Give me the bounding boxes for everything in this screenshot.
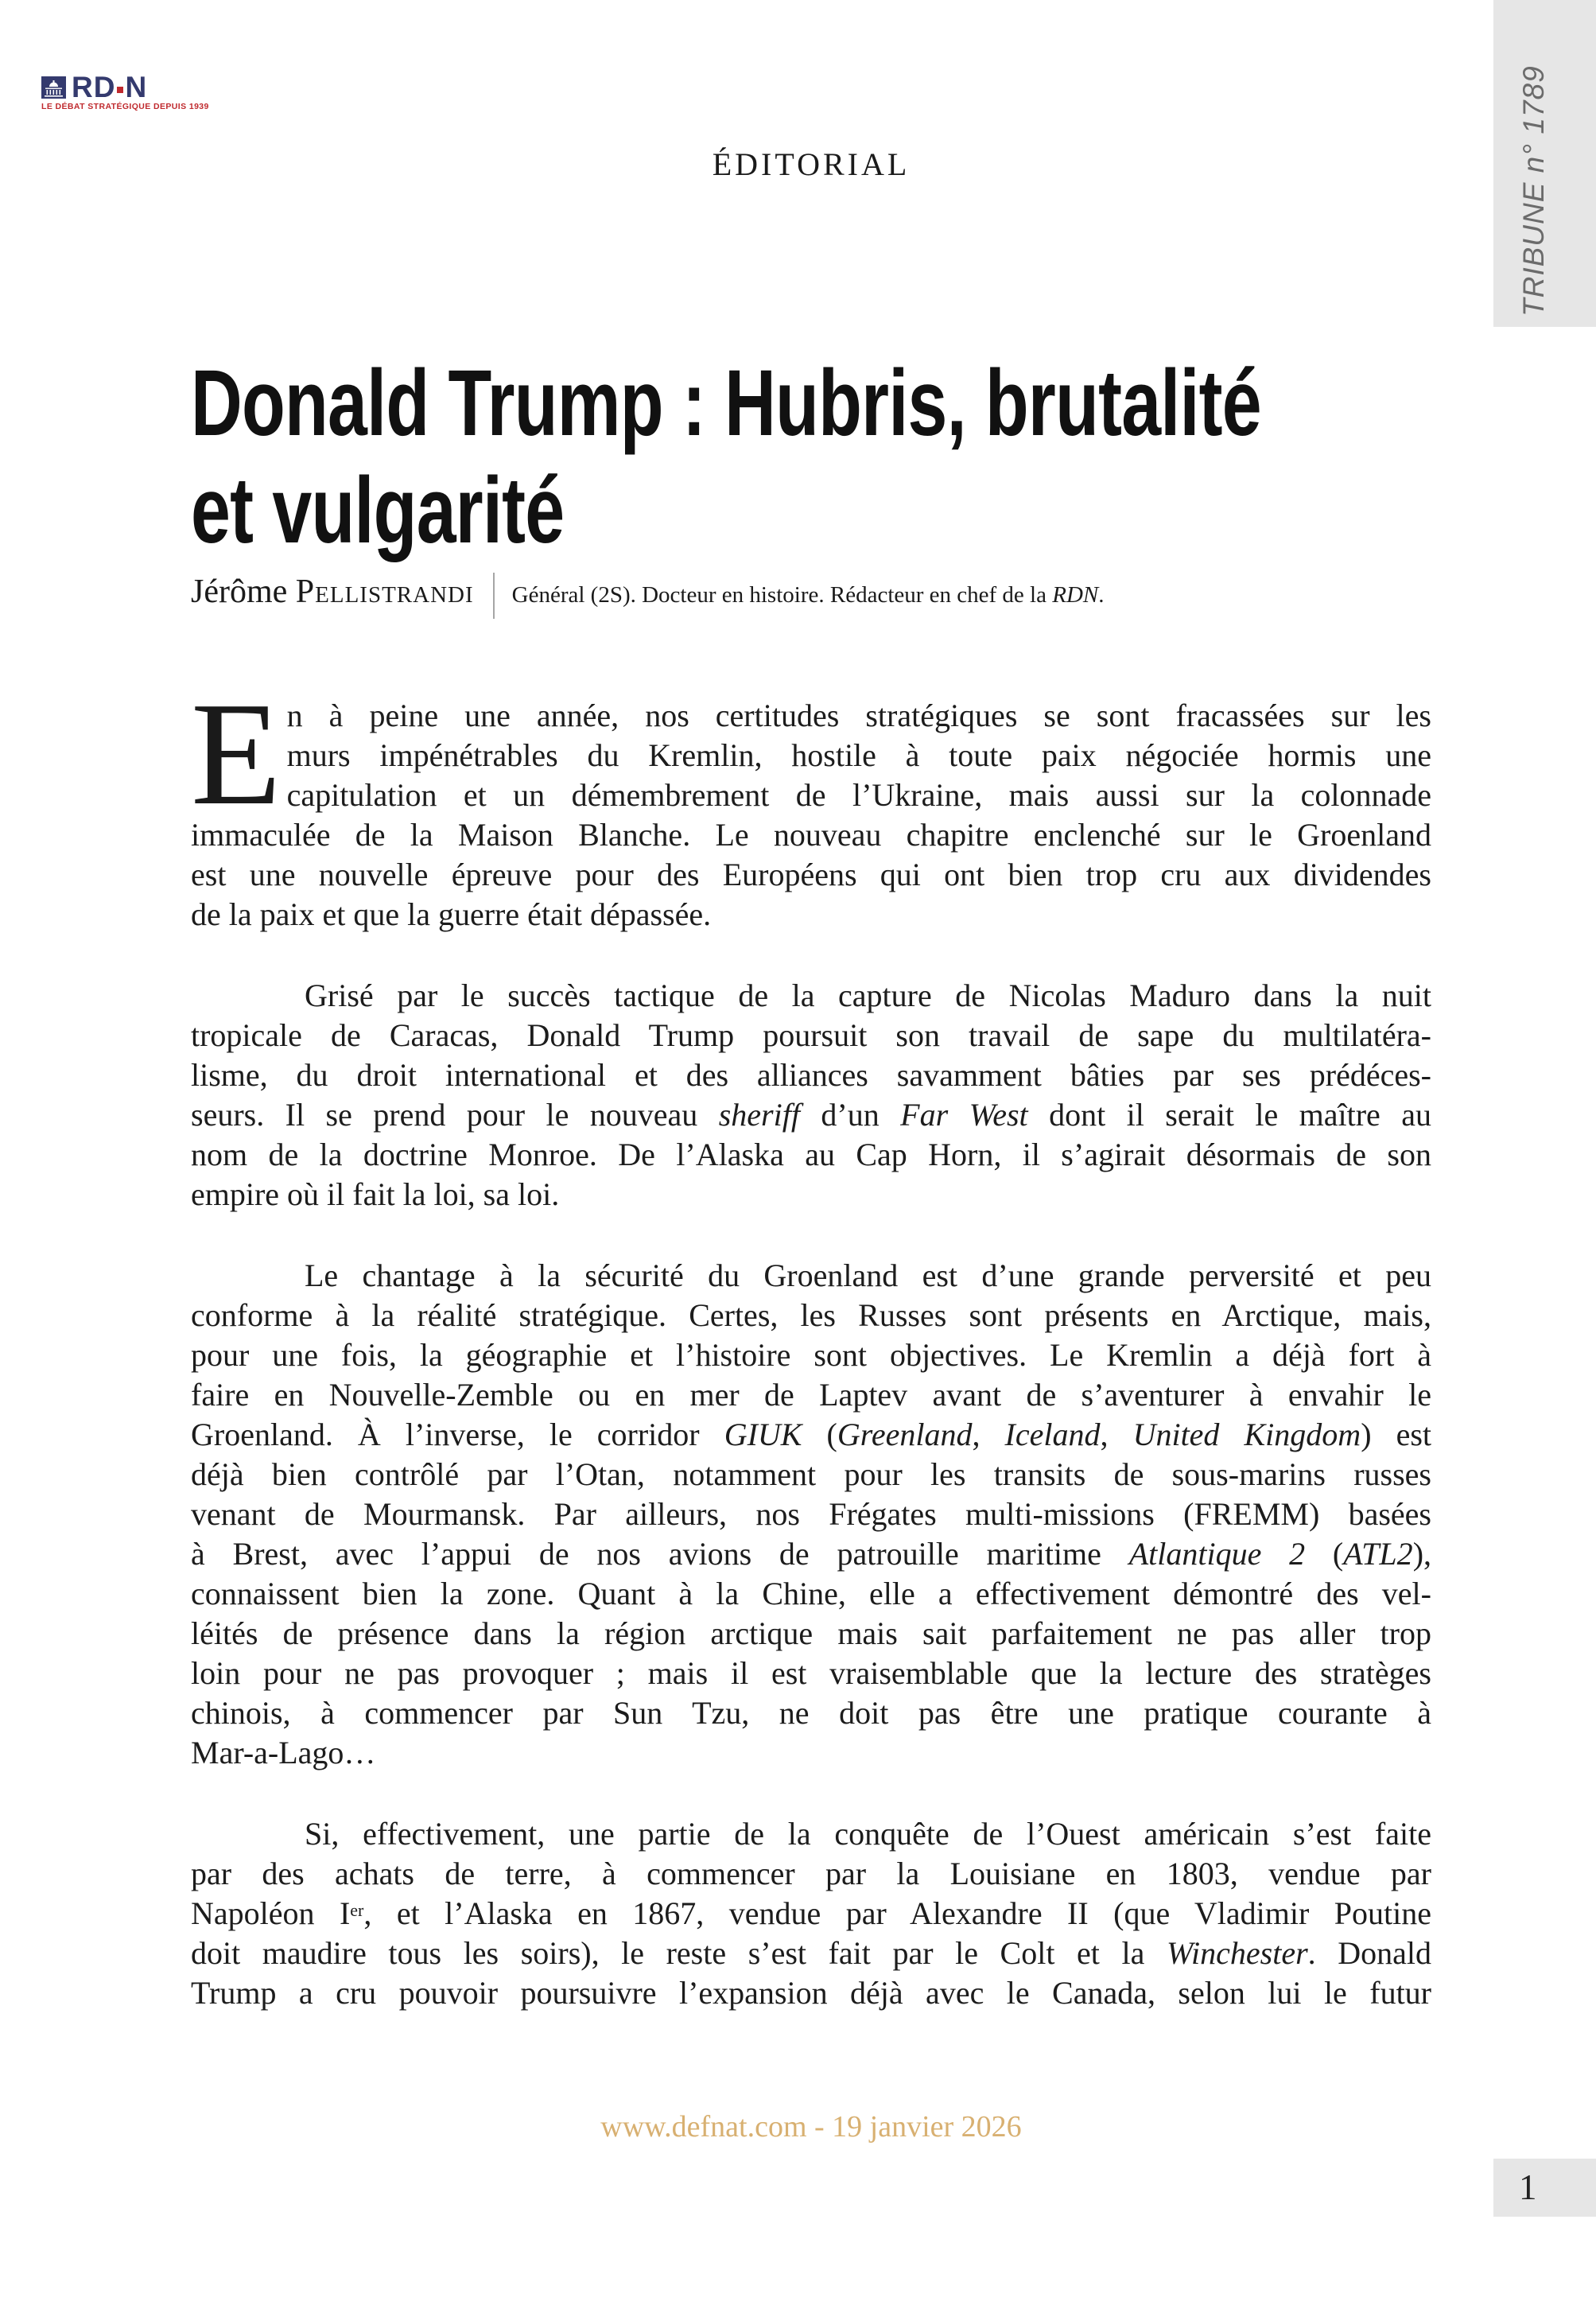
text-line: nom de la doctrine Monroe. De l’Alaska au Cap Horn, il s’agirait désormais de son — [191, 1137, 1431, 1172]
text-line: léités de présence dans la région arctique mais sait parfaitement ne pas aller trop — [191, 1615, 1431, 1651]
text-line: Napoléon Ier, et l’Alaska en 1867, vendue par Alexandre II (que Vladimir Poutine — [191, 1895, 1432, 1931]
rdn-logo-top — [41, 71, 209, 103]
paragraph — [191, 1256, 1431, 1773]
text-line: à Brest, avec l’appui de nos avions de patrouille maritime Atlantique 2 (ATL2), — [191, 1536, 1432, 1572]
text-line: déjà bien contrôlé par l’Otan, notamment pour les transits de sous-marins russes — [191, 1456, 1431, 1492]
text-line: Trump a cru pouvoir poursuivre l’expansion déjà avec le Canada, selon lui le futur — [191, 1975, 1431, 2011]
text-line: n à peine une année, nos certitudes stratégiques se sont fracassées sur les — [286, 698, 1431, 733]
author-name — [191, 573, 474, 611]
rdn-wordmark — [72, 71, 148, 103]
text-line: venant de Mourmansk. Par ailleurs, nos Frégates multi-missions (FREMM) basées — [191, 1496, 1431, 1532]
text-line: tropicale de Caracas, Donald Trump poursuit son travail de sape du multilatéra- — [191, 1017, 1431, 1053]
text-line: murs impénétrables du Kremlin, hostile à toute paix négociée hormis une — [286, 737, 1431, 773]
article-title — [191, 350, 1261, 565]
article-body — [191, 672, 1432, 2013]
text-line: chinois, à commencer par Sun Tzu, ne doit pas être une pratique courante à — [191, 1695, 1431, 1731]
author-bio: Général (2S). Docteur en histoire. Rédacteur en chef de la RDN. — [511, 582, 1105, 608]
text-line: par des achats de terre, à commencer par la Louisiane en 1803, vendue par — [191, 1856, 1431, 1891]
drop-cap: E — [191, 672, 282, 836]
author-last-name: Pellistrandi — [295, 573, 474, 610]
text-line: lisme, du droit international et des alliances savamment bâties par ses prédéces- — [191, 1057, 1431, 1093]
text-line: faire en Nouvelle-Zemble ou en mer de Laptev avant de s’aventurer à envahir le — [191, 1377, 1431, 1413]
text-line: capitulation et un démembrement de l’Ukraine, mais aussi sur la colonnade — [286, 777, 1431, 813]
article-title-line-2: et vulgarité — [191, 458, 565, 563]
text-line: Le chantage à la sécurité du Groenland est d’une grande perversité et peu — [305, 1257, 1431, 1293]
page-number-box — [1493, 2159, 1596, 2217]
text-line: Mar-a-Lago… — [191, 1735, 376, 1770]
text-line: de la paix et que la guerre était dépassée. — [191, 896, 712, 932]
author-separator — [493, 573, 495, 619]
text-line: immaculée de la Maison Blanche. Le nouveau chapitre enclenché sur le Groenland — [191, 817, 1431, 853]
section-kicker: ÉDITORIAL — [712, 146, 911, 182]
text-line: Si, effectivement, une partie de la conquête de l’Ouest américain s’est faite — [305, 1816, 1431, 1852]
author-row — [191, 573, 1431, 619]
footer-link[interactable]: www.defnat.com - 19 janvier 2026 — [600, 2110, 1022, 2144]
tribune-label: TRIBUNE n° 1789 — [1517, 65, 1550, 317]
page-number: 1 — [1519, 2167, 1537, 2207]
text-line: Groenland. À l’inverse, le corridor GIUK (Greenland, Iceland, United Kingdom) est — [191, 1417, 1432, 1452]
text-line: connaissent bien la zone. Quant à la Chine, elle a effectivement démontré des vel- — [191, 1576, 1431, 1611]
text-line: pour une fois, la géographie et l’histoire sont objectives. Le Kremlin a déjà fort à — [191, 1337, 1431, 1373]
article-title-line-1: Donald Trump : Hubris, brutalité — [191, 351, 1261, 456]
rdn-building-icon — [41, 76, 66, 99]
text-line: seurs. Il se prend pour le nouveau sheriff d’un Far West dont il serait le maître au — [191, 1097, 1431, 1133]
author-first-name: Jérôme — [191, 573, 288, 610]
rdn-tagline: LE DÉBAT STRATÉGIQUE DEPUIS 1939 — [41, 102, 209, 111]
text-line: Grisé par le succès tactique de la capture de Nicolas Maduro dans la nuit — [305, 978, 1431, 1013]
rdn-wordmark-n: N — [125, 71, 148, 103]
text-line: doit maudire tous les soirs), le reste s’est fait par le Colt et la Winchester. Donald — [191, 1935, 1432, 1971]
text-line: conforme à la réalité stratégique. Certes, les Russes sont présents en Arctique, mais, — [191, 1297, 1431, 1333]
paragraph — [191, 672, 1431, 935]
paragraph — [191, 1814, 1431, 2013]
text-line: loin pour ne pas provoquer ; mais il est vraisemblable que la lecture des stratèges — [191, 1655, 1431, 1691]
text-line: est une nouvelle épreuve pour des Européens qui ont bien trop cru aux dividendes — [191, 857, 1431, 892]
rdn-logo — [41, 71, 209, 111]
paragraph — [191, 976, 1431, 1215]
rdn-wordmark-rd: RD — [72, 71, 116, 103]
text-line: empire où il fait la loi, sa loi. — [191, 1176, 560, 1212]
rdn-red-dot-icon — [117, 87, 123, 93]
